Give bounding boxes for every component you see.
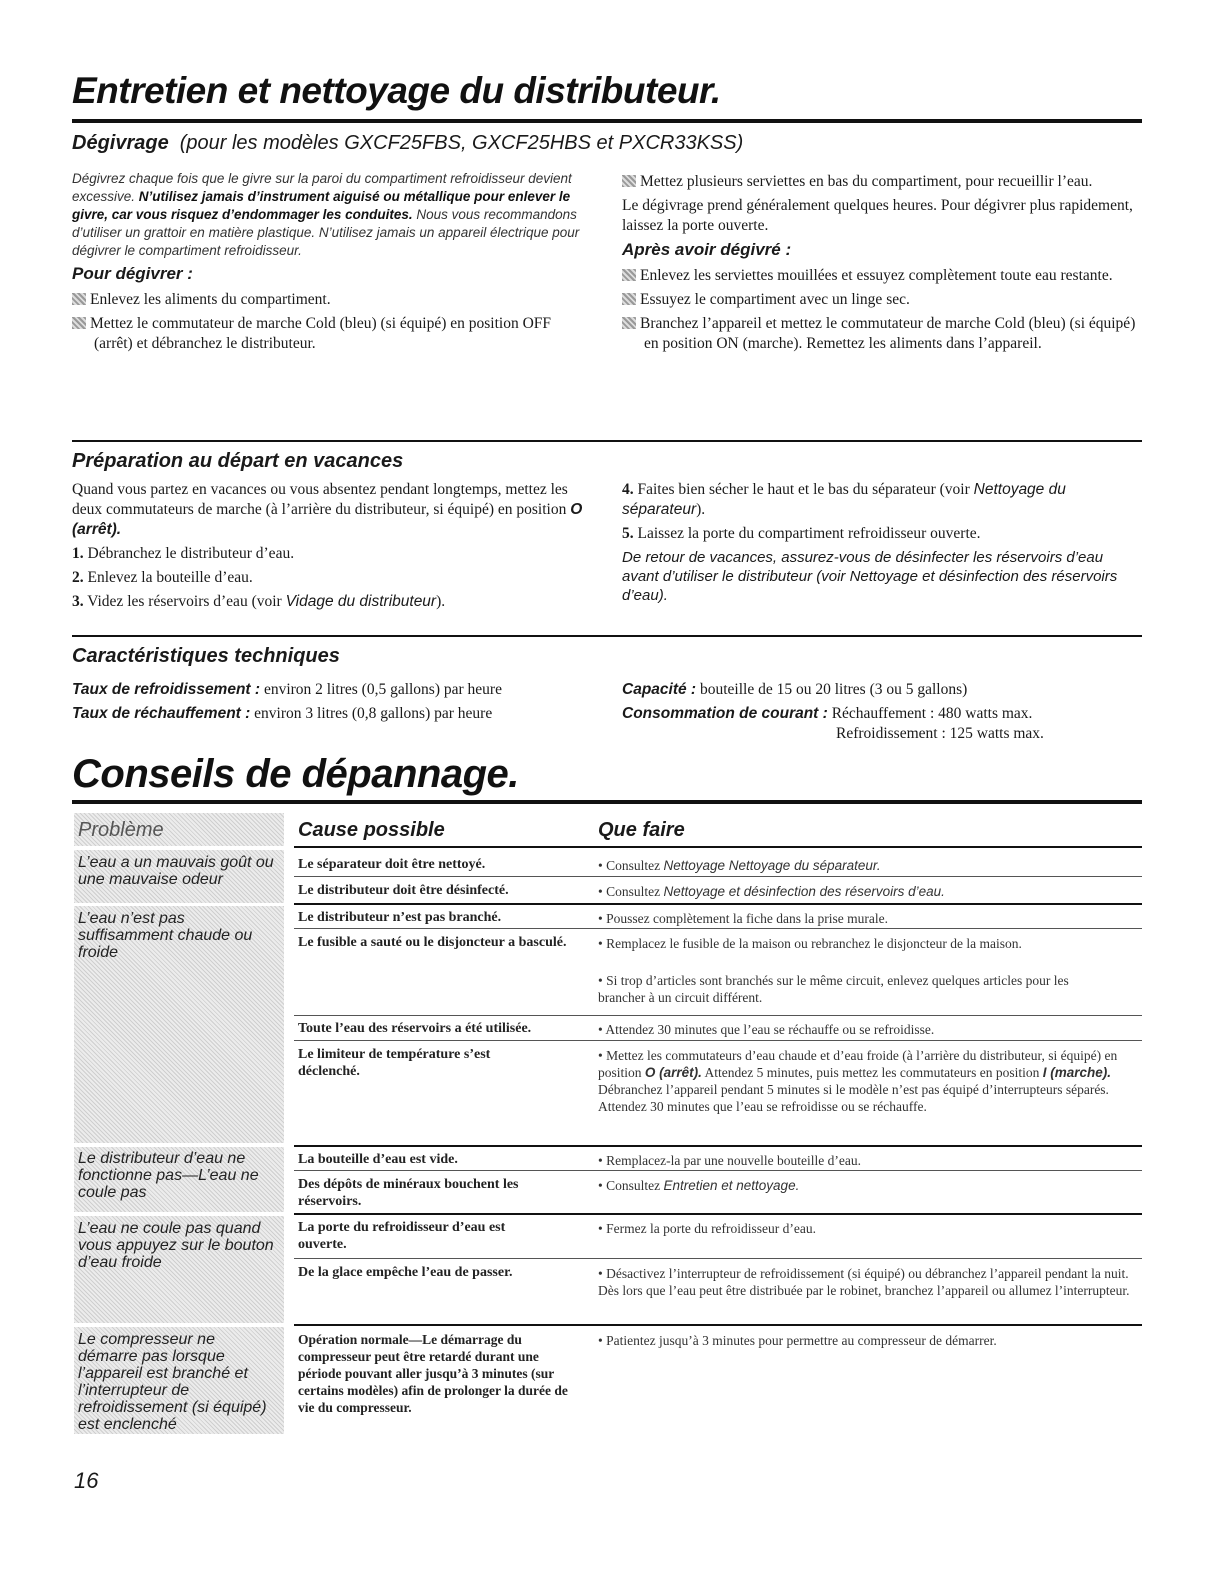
list-item: 2. Enlevez la bouteille d’eau.: [72, 569, 253, 586]
header-rule: [294, 846, 1142, 848]
cause-cell: Des dépôts de minéraux bouchent les réservoirs.: [298, 1177, 519, 1209]
vacances-warning: De retour de vacances, assurez-vous de désinfecter les réservoirs d’eau avant d’utiliser le distributeur (voir Nettoyage et désinfection des réservoirs d’eau).: [622, 549, 1118, 604]
degivrage-right: [622, 172, 1142, 358]
section-rule: [72, 440, 1142, 442]
spec-item: Taux de réchauffement : environ 3 litres (0,8 gallons) par heure: [72, 705, 493, 722]
conseils-rule: [72, 800, 1142, 804]
row-rule: [294, 1040, 1142, 1041]
spec-item: Consommation de courant : Réchauffement : 480 watts max.: [622, 705, 1033, 722]
action-cell: • Consultez Nettoyage et désinfection des réservoirs d’eau.: [598, 884, 945, 899]
conseils-title: Conseils de dépannage.: [72, 752, 519, 796]
intro-text-2: Nous vous recommandons d’utiliser un grattoir en matière plastique. N’utilisez jamais un appareil électrique pour dégivrer le compartiment refroidisseur.: [72, 207, 580, 258]
row-rule: [294, 876, 1142, 877]
action-cell: • Patientez jusqu’à 3 minutes pour permettre au compresseur de démarrer.: [598, 1333, 997, 1348]
bullet-icon: [622, 293, 636, 305]
pour-degivrer-title: Pour dégivrer :: [72, 264, 193, 283]
cause-cell: La porte du refroidisseur d’eau est ouverte.: [298, 1220, 506, 1252]
apres-title: Après avoir dégivré :: [622, 240, 792, 259]
specs-right: [622, 680, 1142, 748]
specs-left: [72, 680, 612, 728]
spec-item: Taux de refroidissement : environ 2 litres (0,5 gallons) par heure: [72, 681, 502, 698]
bullet-icon: [72, 293, 86, 305]
action-cell: • Remplacez le fusible de la maison ou rebranchez le disjoncteur de la maison.: [598, 936, 1022, 951]
intro-warning: N’utilisez jamais d’instrument aiguisé ou métallique pour enlever le givre, car vous risquez d’endommager les conduites.: [72, 189, 571, 222]
degivrage-subtitle: (pour les modèles GXCF25FBS, GXCF25HBS et PXCR33KSS): [179, 132, 744, 154]
page-title: Entretien et nettoyage du distributeur.: [72, 70, 721, 111]
problem-cell: L’eau a un mauvais goût ou une mauvaise odeur: [78, 854, 274, 888]
list-item: 3. Videz les réservoirs d’eau (voir Vidage du distributeur).: [72, 593, 446, 610]
title-rule: [72, 119, 1142, 123]
cause-cell: Le fusible a sauté ou le disjoncteur a basculé.: [298, 935, 567, 950]
list-item: 1. Débranchez le distributeur d’eau.: [72, 545, 295, 562]
problem-cell: L’eau ne coule pas quand vous appuyez sur le bouton d’eau froide: [78, 1220, 274, 1271]
action-cell: • Poussez complètement la fiche dans la prise murale.: [598, 911, 889, 926]
row-rule: [294, 928, 1142, 929]
page-number: 16: [74, 1468, 99, 1493]
bullet-icon: [72, 317, 86, 329]
header-cause: Cause possible: [298, 819, 445, 841]
degivrage-heading: [72, 132, 743, 155]
list-item: Mettez le commutateur de marche Cold (bleu) (si équipé) en position OFF (arrêt) et débranchez le distributeur.: [72, 314, 592, 354]
problem-cell: L’eau n’est pas suffisamment chaude ou froide: [78, 910, 253, 961]
vacances-title: Préparation au départ en vacances: [72, 450, 404, 472]
row-rule: [294, 1170, 1142, 1171]
problem-cell: Le compresseur ne démarre pas lorsque l’appareil est branché et l’interrupteur de refroidissement (si équipé) est enclenché: [78, 1331, 267, 1433]
problem-cell: Le distributeur d’eau ne fonctionne pas—L’eau ne coule pas: [78, 1150, 259, 1201]
cause-cell: Opération normale—Le démarrage du compresseur peut être retardé durant une période pouvant aller jusqu’à 3 minutes (sur certains modèles) afin de prolonger la durée de vie du compresseur.: [298, 1332, 568, 1415]
header-problem: Problème: [78, 819, 164, 841]
list-item: 5. Laissez la porte du compartiment refroidisseur ouverte.: [622, 525, 981, 542]
bullet-icon: [622, 175, 636, 187]
specs-title: Caractéristiques techniques: [72, 645, 340, 667]
cause-cell: De la glace empêche l’eau de passer.: [298, 1265, 513, 1280]
cause-cell: Le distributeur doit être désinfecté.: [298, 883, 509, 898]
row-rule: [294, 1258, 1142, 1259]
spec-item: Capacité : bouteille de 15 ou 20 litres (3 ou 5 gallons): [622, 681, 968, 698]
cause-cell: Le limiteur de température s’est déclenché.: [298, 1047, 491, 1079]
list-item: Branchez l’appareil et mettez le commutateur de marche Cold (bleu) (si équipé) en position ON (marche). Remettez les aliments dans l’appareil.: [622, 314, 1142, 354]
list-item: Enlevez les aliments du compartiment.: [72, 290, 592, 310]
vacances-intro: Quand vous partez en vacances ou vous absentez pendant longtemps, mettez les deux commutateurs de marche (à l’arrière du distributeur, si équipé) en position O (arrêt).: [72, 481, 583, 538]
list-item: Essuyez le compartiment avec un linge sec.: [622, 290, 1142, 310]
row-rule: [294, 1324, 1142, 1326]
action-cell: • Attendez 30 minutes que l’eau se réchauffe ou se refroidisse.: [598, 1022, 935, 1037]
row-rule: [294, 1015, 1142, 1016]
action-cell: • Consultez Entretien et nettoyage.: [598, 1178, 800, 1193]
vacances-right: [622, 480, 1142, 609]
vacances-left: [72, 480, 592, 616]
row-rule: [294, 903, 1142, 905]
section-rule: [72, 635, 1142, 637]
row-rule: [294, 1145, 1142, 1147]
cause-cell: Le séparateur doit être nettoyé.: [298, 857, 486, 872]
list-item: Mettez plusieurs serviettes en bas du compartiment, pour recueillir l’eau.: [622, 172, 1142, 192]
action-cell: • Si trop d’articles sont branchés sur le même circuit, enlevez quelques articles pour les brancher à un circuit différent.: [598, 973, 1069, 1005]
action-cell: • Remplacez-la par une nouvelle bouteille d’eau.: [598, 1153, 861, 1168]
degivrage-left: [72, 170, 592, 358]
intro-text-1: Dégivrez chaque fois que le givre sur la paroi du compartiment refroidisseur devient excessive.: [72, 171, 572, 204]
degivrage-title: Dégivrage: [72, 132, 169, 154]
bullet-icon: [622, 269, 636, 281]
list-item: Enlevez les serviettes mouillées et essuyez complètement toute eau restante.: [622, 266, 1142, 286]
action-cell: • Consultez Nettoyage Nettoyage du séparateur.: [598, 858, 881, 873]
cause-cell: Le distributeur n’est pas branché.: [298, 910, 502, 925]
cause-cell: La bouteille d’eau est vide.: [298, 1152, 458, 1167]
header-action: Que faire: [598, 819, 685, 841]
list-item: 4. Faites bien sécher le haut et le bas du séparateur (voir Nettoyage du séparateur).: [622, 481, 1066, 518]
action-cell: • Désactivez l’interrupteur de refroidissement (si équipé) ou débranchez l’appareil pendant la nuit. Dès lors que l’eau peut être distribuée par le robinet, branchez l’appareil ou allumez l’interrupteur.: [598, 1266, 1130, 1298]
action-cell: • Mettez les commutateurs d’eau chaude et d’eau froide (à l’arrière du distributeur, si équipé) en position O (arrêt). Attendez 5 minutes, puis mettez les commutateurs en position I (marche). Débranchez l’appareil pendant 5 minutes si le modèle n’est pas équipé d’interrupteurs séparés. Attendez 30 minutes que l’eau se refroidisse ou se réchauffe.: [598, 1048, 1118, 1114]
cause-cell: Toute l’eau des réservoirs a été utilisée.: [298, 1021, 532, 1036]
spec-power-line2: Refroidissement : 125 watts max.: [836, 725, 1044, 742]
bullet-icon: [622, 317, 636, 329]
degivrage-note: Le dégivrage prend généralement quelques heures. Pour dégivrer plus rapidement, laissez la porte ouverte.: [622, 197, 1133, 234]
action-cell: • Fermez la porte du refroidisseur d’eau.: [598, 1221, 817, 1236]
degivrage-intro: [72, 170, 592, 260]
row-rule: [294, 1213, 1142, 1215]
